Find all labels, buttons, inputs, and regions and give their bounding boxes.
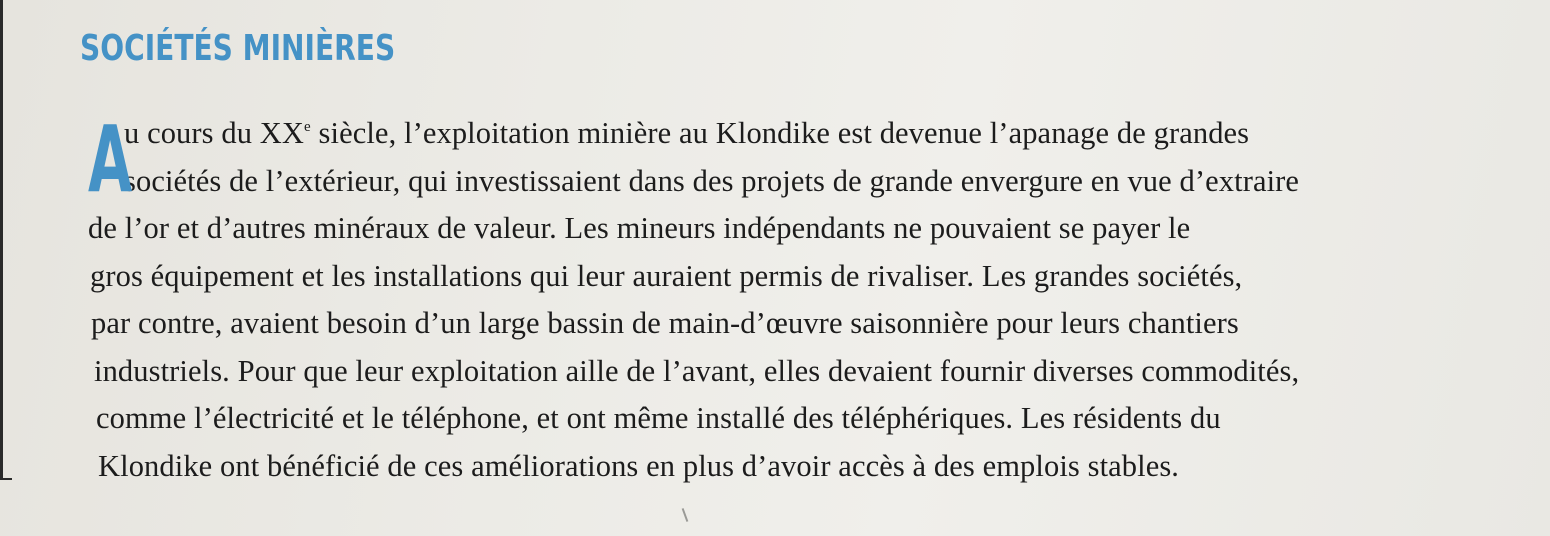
left-frame-rule: [0, 0, 3, 480]
body-paragraph: [88, 106, 1468, 490]
paragraph-line-5: par contre, avaient besoin d’un large bassin de main-d’œuvre saisonnière pour leurs chantiers: [91, 306, 1239, 340]
paragraph-line-6: industriels. Pour que leur exploitation aille de l’avant, elles devaient fournir diverses commodités,: [94, 353, 1300, 388]
left-frame-rule-foot: [0, 478, 12, 480]
century-superscript: e: [304, 119, 311, 135]
panel-heading: SOCIÉTÉS MINIÈRES: [80, 28, 396, 69]
paragraph-line-4: gros équipement et les installations qui leur auraient permis de rivaliser. Les grandes sociétés,: [90, 258, 1243, 293]
paragraph-line-1: [88, 110, 1468, 158]
paragraph-line-3: de l’or et d’autres minéraux de valeur. Les mineurs indépendants ne pouvaient se payer le: [88, 211, 1191, 245]
surface-scratch: [682, 508, 689, 522]
paragraph-line-8: Klondike ont bénéficié de ces améliorations en plus d’avoir accès à des emplois stables.: [98, 448, 1180, 483]
line-1-end: siècle, l’exploitation minière au Klondike est devenue l’apanage de grandes: [310, 116, 1250, 150]
paragraph-line-2: sociétés de l’extérieur, qui investissaient dans des projets de grande envergure en vue d’extraire: [124, 163, 1300, 198]
paragraph-line-7: comme l’électricité et le téléphone, et ont même installé des téléphériques. Les résidents du: [96, 401, 1221, 435]
drop-cap: A: [88, 106, 133, 213]
line-1-start: u cours du XX: [124, 116, 305, 150]
